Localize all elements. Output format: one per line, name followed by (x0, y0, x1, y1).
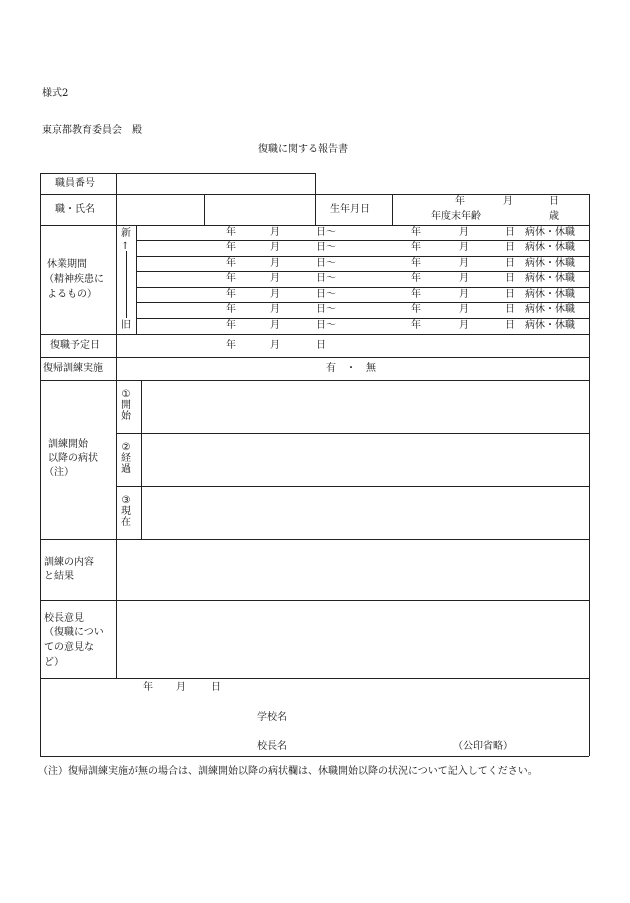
leave-type: 病休・休職 (525, 258, 575, 269)
seal-omitted: （公印省略） (453, 741, 513, 752)
form-id: 様式2 (42, 88, 69, 99)
opinion-label-2: （復職につい (44, 627, 104, 638)
leave-period-label-2: （精神疾患に (44, 274, 104, 285)
return-day: 日 (316, 340, 326, 351)
leave-type: 病休・休職 (525, 304, 575, 315)
return-date-label: 復職予定日 (50, 340, 100, 351)
leave-period-label-3: よるもの） (47, 289, 97, 300)
addressee: 東京都教育委員会 殿 (42, 125, 142, 136)
leave-period-label-1: 休業期間 (47, 259, 87, 270)
leave-type: 病休・休職 (525, 242, 575, 253)
return-month: 月 (270, 340, 280, 351)
leave-type: 病休・休職 (525, 320, 575, 331)
birth-date-label: 生年月日 (330, 204, 370, 215)
opinion-label-4: ど） (44, 657, 64, 668)
current-input[interactable] (143, 488, 587, 537)
symptoms-label-2: 以降の病状 (48, 453, 98, 464)
leave-type: 病休・休職 (525, 273, 575, 284)
principal-name-label: 校長名 (257, 741, 287, 752)
old-marker: 旧 (121, 320, 131, 331)
training-content-label-2: と結果 (44, 571, 74, 582)
staff-number-input[interactable] (118, 175, 313, 192)
leave-type: 病休・休職 (525, 289, 575, 300)
new-marker: 新 (121, 228, 131, 239)
opinion-label-1: 校長意見 (44, 613, 84, 624)
school-name-label: 学校名 (257, 712, 287, 723)
age-label: 年度末年齢 (431, 211, 481, 222)
job-title-input[interactable] (118, 196, 202, 223)
staff-number-label: 職員番号 (55, 178, 95, 189)
birth-year: 年 (455, 196, 465, 207)
training-label: 復帰訓練実施 (43, 363, 103, 374)
training-options[interactable]: 有 ・ 無 (326, 363, 376, 374)
document-title: 復職に関する報告書 (258, 144, 348, 155)
birth-day: 日 (549, 196, 559, 207)
leave-type: 病休・休職 (525, 227, 575, 238)
sign-year: 年 (143, 682, 153, 693)
opinion-input[interactable] (118, 602, 587, 676)
training-content-label-1: 訓練の内容 (44, 557, 94, 568)
symptoms-label-1: 訓練開始 (48, 439, 88, 450)
job-name-label: 職・氏名 (55, 204, 95, 215)
progress-input[interactable] (143, 435, 587, 484)
start-input[interactable] (143, 382, 587, 431)
arrow-up-icon: ↑ (121, 241, 130, 252)
return-year: 年 (226, 340, 236, 351)
opinion-label-3: ての意見な (44, 642, 94, 653)
age-unit: 歳 (549, 211, 559, 222)
symptoms-label-3: （注） (44, 467, 74, 478)
footnote: （注）復帰訓練実施が無の場合は、訓練開始以降の病状欄は、休職開始以降の状況について記入してください。 (38, 766, 538, 777)
training-content-input[interactable] (118, 541, 587, 598)
sign-day: 日 (211, 682, 221, 693)
sign-month: 月 (176, 682, 186, 693)
name-input[interactable] (206, 196, 313, 223)
birth-month: 月 (503, 196, 513, 207)
